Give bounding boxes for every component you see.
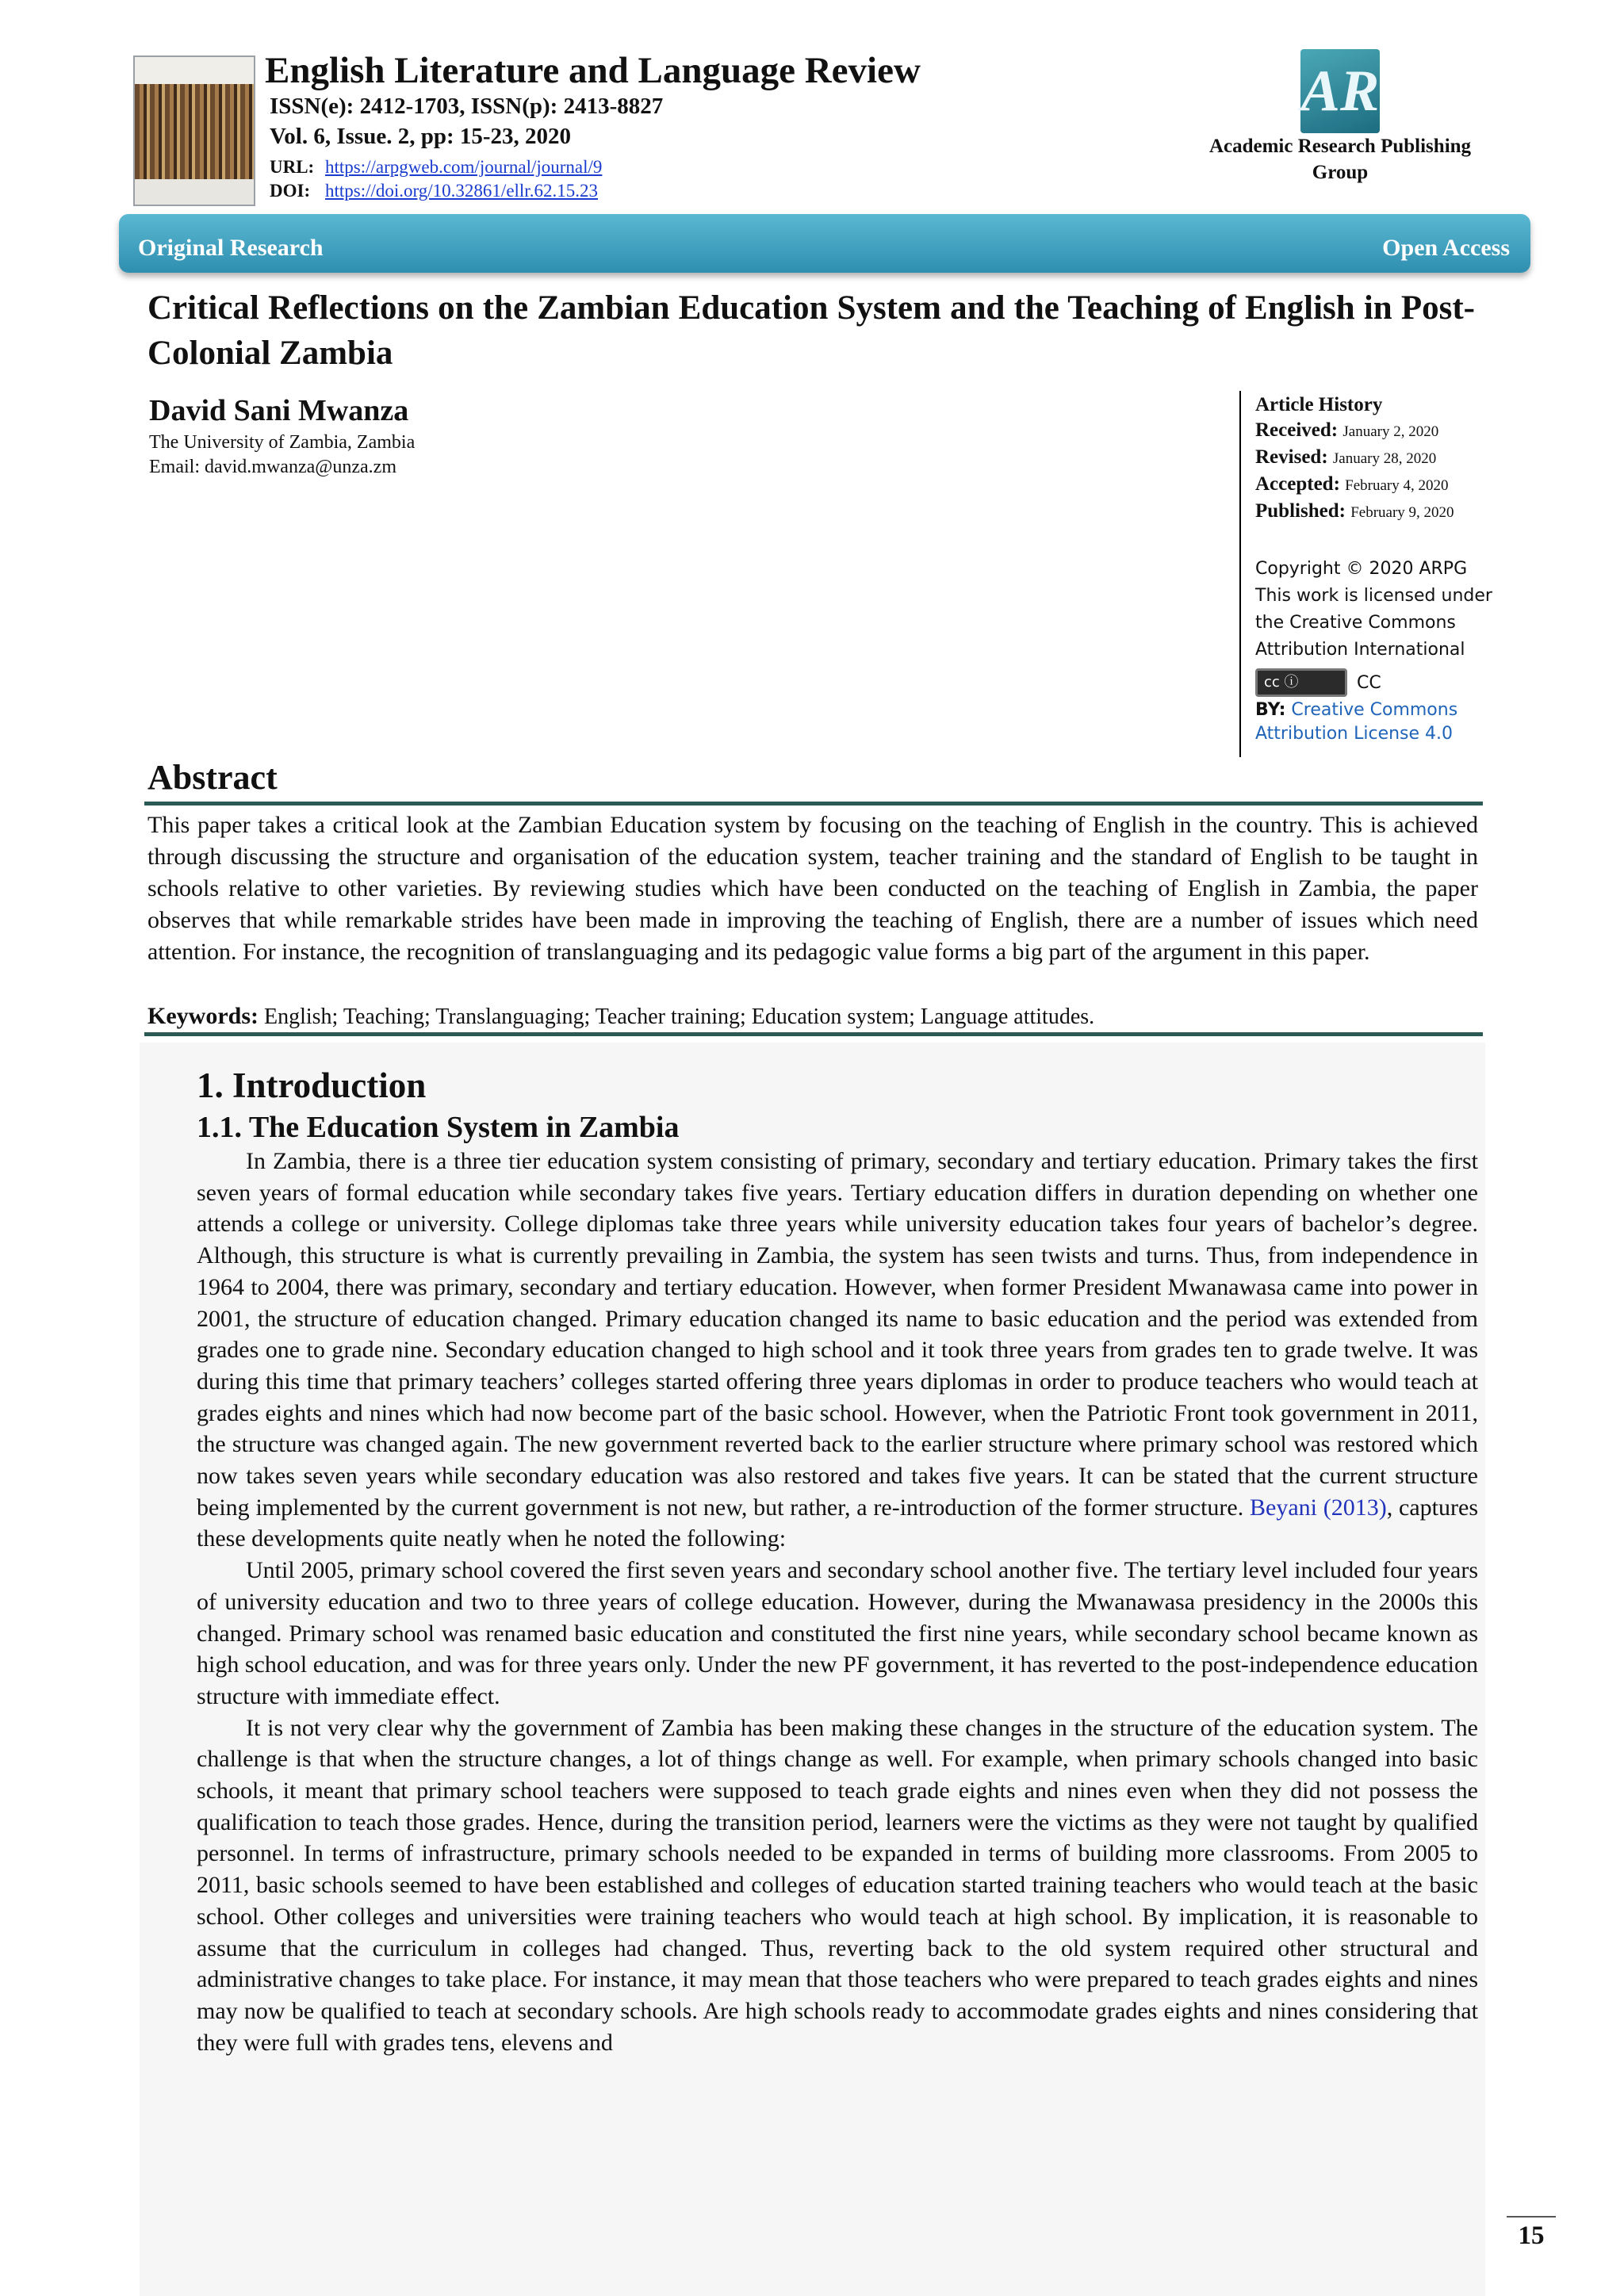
abstract-top-rule <box>144 802 1483 806</box>
cc-label: CC <box>1357 673 1381 693</box>
cc-by-icon: cc ⓘ <box>1255 668 1347 697</box>
author-name: David Sani Mwanza <box>149 394 409 427</box>
doi-link[interactable]: https://doi.org/10.32861/ellr.62.15.23 <box>325 181 598 201</box>
url-link[interactable]: https://arpgweb.com/journal/journal/9 <box>325 157 603 177</box>
copyright-notice: Copyright © 2020 ARPG This work is licensed under the Creative Commons Attribution International <box>1255 559 1492 660</box>
banner-open-access: Open Access <box>1382 235 1510 261</box>
keywords-list: English; Teaching; Translanguaging; Teacher training; Education system; Language attitudes. <box>263 1004 1095 1029</box>
accepted-row: Accepted: February 4, 2020 <box>1255 473 1449 495</box>
abstract-text: This paper takes a critical look at the Zambian Education system by focusing on the teaching of English in the country. This is achieved through discussing the structure and organisation of the education system, teacher training and the standard of English to be taught in schools relative to other varieties. By reviewing studies which have been conducted on the teaching of English in Zambia, the paper observes that while remarkable strides have been made in improving the teaching of English, there are a number of issues which need attention. For instance, the recognition of translanguaging and its pedagogic value forms a big part of the argument in this paper. <box>147 812 1478 965</box>
issn: ISSN(e): 2412-1703, ISSN(p): 2413-8827 <box>270 94 664 119</box>
keywords <box>147 1001 1478 1033</box>
license-line <box>1255 698 1493 746</box>
published-row: Published: February 9, 2020 <box>1255 500 1454 522</box>
url-label: URL: <box>270 157 315 177</box>
author-affiliation <box>149 430 415 480</box>
citation-beyani[interactable]: Beyani (2013) <box>1250 1494 1387 1521</box>
abstract-bottom-rule <box>144 1032 1483 1036</box>
banner-original-research: Original Research <box>138 235 324 261</box>
publisher-name: Academic Research Publishing Group <box>1208 136 1472 183</box>
article-type-banner <box>119 214 1530 273</box>
footer-rule <box>1507 2216 1556 2218</box>
url-line <box>270 157 602 178</box>
page-number: 15 <box>1518 2221 1545 2250</box>
publisher-logo: AR <box>1300 49 1380 133</box>
abstract-heading: Abstract <box>147 758 278 797</box>
history-title: Article History <box>1255 394 1383 415</box>
author-email: Email: david.mwanza@unza.zm <box>149 457 396 477</box>
subsection-heading: 1.1. The Education System in Zambia <box>197 1111 680 1144</box>
block-quote: Until 2005, primary school covered the first seven years and secondary school another five. The tertiary level included four years of university education and two to three years of college education. However, during the Mwanawasa presidency in the 2000s this changed. Primary school was renamed basic education and constituted the first nine years, while secondary school became known as high school education, and was for three years only. Under the new PF government, it has reverted to the post-independence education structure with immediate effect. <box>197 1557 1478 1709</box>
volume-info: Vol. 6, Issue. 2, pp: 15-23, 2020 <box>270 124 572 149</box>
doi-label: DOI: <box>270 181 311 201</box>
body-text <box>197 1146 1478 2058</box>
doi-line <box>270 181 598 201</box>
section-heading: 1. Introduction <box>197 1066 427 1105</box>
affiliation: The University of Zambia, Zambia <box>149 432 416 453</box>
license-link[interactable]: Creative Commons Attribution License 4.0 <box>1255 700 1458 744</box>
revised-row: Revised: January 28, 2020 <box>1255 446 1437 468</box>
received-row: Received: January 2, 2020 <box>1255 419 1439 441</box>
by-label: BY: <box>1255 700 1286 720</box>
article-title: Critical Reflections on the Zambian Education System and the Teaching of English in Post-Colonial Zambia <box>147 289 1475 372</box>
paragraph-1: In Zambia, there is a three tier education system consisting of primary, secondary and tertiary education. Primary takes the first seven years of formal education while secondary takes five years. Tertiary education differs in duration depending on whether one attends a college or university. College diplomas take three years while university education takes four years of bachelor’s degree. Although, this structure is what is currently prevailing in Zambia, the system has seen twists and turns. Thus, from independence in 1964 to 2004, there was primary, secondary and tertiary education. However, when former President Mwanawasa came into power in 2001, the structure of education changed. Primary education changed its name to basic education and the period was extended from grades one to grade nine. Secondary education changed to high school and it took three years from grades ten to grade twelve. It was during this time that primary teachers’ colleges started offering three years diplomas in order to produce teachers who would teach at grades eights and nines which had now become part of the basic school. However, when the Patriotic Front took government in 2011, the structure was changed again. The new government reverted back to the earlier structure where primary school was restored which now takes seven years while secondary education was also restored and takes five years. It can be stated that the current structure being implemented by the current government is not new, but rather, a re-introduction of the former structure. Beyani (2013), captures these developments quite neatly when he noted the following: <box>197 1148 1479 1552</box>
journal-cover-image <box>133 55 255 206</box>
sidebar-divider <box>1239 391 1241 757</box>
journal-title: English Literature and Language Review <box>265 50 921 91</box>
article-history-panel <box>1255 392 1493 746</box>
cc-license-row <box>1255 667 1493 698</box>
keywords-label: Keywords: <box>147 1003 259 1029</box>
paragraph-3: It is not very clear why the government of Zambia has been making these changes in the structure of the education system. The challenge is that when the structure changes, a lot of things change as well. For example, when primary schools changed into basic schools, it meant that primary school teachers were supposed to teach grade eights and nines even when they did not possess the qualification to teach those grades. Hence, during the transition period, learners were the victims as they were not taught by qualified personnel. In terms of infrastructure, primary schools needed to be expanded in terms of building more classrooms. From 2005 to 2011, basic schools seemed to have been established and colleges of education started training teachers who would teach at the basic school. Other colleges and universities were training teachers who would teach at high school. By implication, it is reasonable to assume that the curriculum in colleges had changed. Thus, reverting back to the old system required other structural and administrative changes to take place. For instance, it may mean that those teachers who were prepared to teach grades eights and nines may now be qualified to teach at secondary schools. Are high schools ready to accommodate grades eights and nines considering that they were full with grades tens, elevens and <box>197 1714 1478 2056</box>
